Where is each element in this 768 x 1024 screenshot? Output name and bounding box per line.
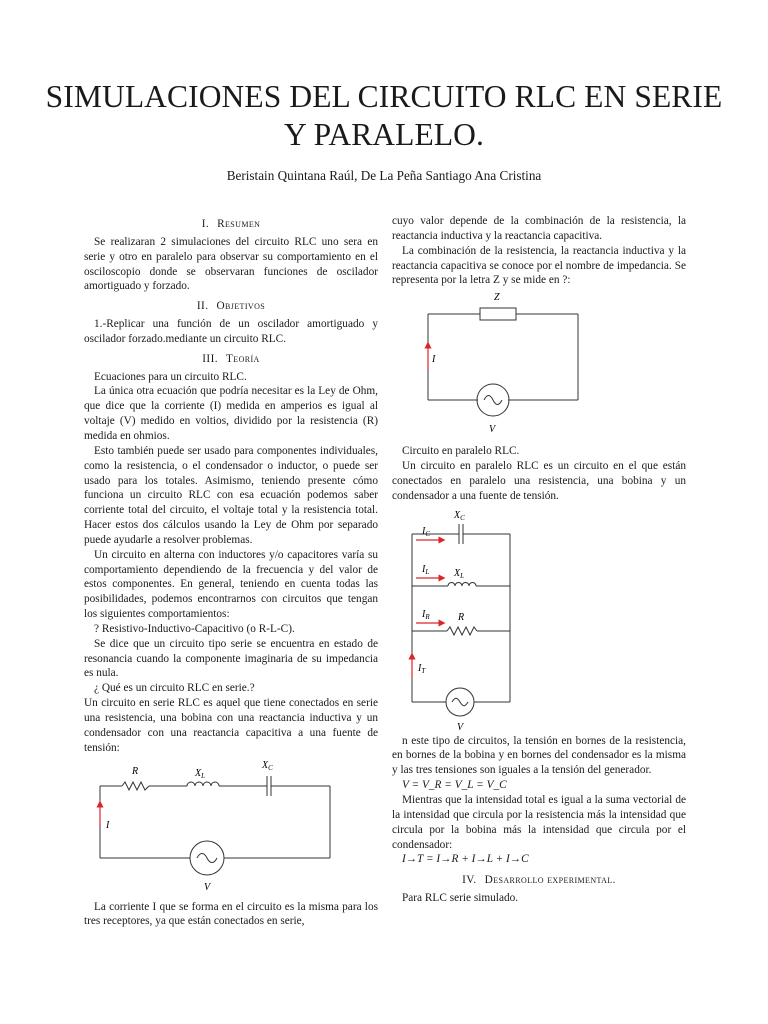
parallel-rlc-circuit-figure (392, 506, 686, 732)
paragraph: Circuito en paralelo RLC. (402, 445, 520, 458)
paper-title: SIMULACIONES DEL CIRCUITO RLC EN SERIE Y PARALELO. (45, 79, 723, 152)
current-label: I (106, 819, 110, 831)
paragraph: cuyo valor depende de la combinación de la resistencia, la reactancia inductiva y la reactancia capacitiva. (392, 215, 686, 242)
resistor-label: R (132, 765, 139, 777)
paragraph: Mientras que la intensidad total es igual a la suma vectorial de la intensidad que circula por la resistencia más la intensidad que circula por la bobina más la intensidad que circula por el condensador: (392, 793, 686, 851)
section-heading-desarrollo: IV. Desarrollo experimental. (462, 874, 616, 887)
paragraph: ? Resistivo-Inductivo-Capacitivo (o R-L-C). (94, 622, 295, 635)
paragraph: n este tipo de circuitos, la tensión en bornes de la resistencia, en bornes de la bobina y en bornes del condensador es la misma y las tres tensiones son iguales a la tensión del generador. (392, 734, 686, 777)
inductor-label: $X_L$ (454, 567, 465, 580)
inductor-current-label: $I_L$ (422, 563, 430, 576)
impedance-label: Z (494, 292, 500, 304)
source-label: V (489, 424, 496, 436)
right-column (392, 214, 686, 906)
authors: Beristain Quintana Raúl, De La Peña Santiago Ana Cristina (226, 168, 542, 183)
paragraph: ¿ Qué es un circuito RLC en serie.? (94, 682, 255, 695)
current-label: I (432, 354, 436, 366)
resistor-label: R (458, 611, 465, 623)
paragraph: 1.-Replicar una función de un oscilador amortiguado y oscilador forzado.mediante un circuito RLC. (84, 318, 378, 345)
paragraph: Un circuito en paralelo RLC es un circuito en el que están conectados en paralelo una resistencia, una bobina y un condensador a una fuente de tensión. (392, 460, 686, 502)
source-label: V (204, 881, 211, 893)
section-heading-teoria: III. Teoría (202, 352, 260, 365)
total-current-label: $I_T$ (418, 662, 426, 675)
paragraph: Esto también puede ser usado para componentes individuales, como la resistencia, o el condensador o inductor, o puede ser usado para los totales. Asimismo, teniendo presente cómo funciona un circuito RLC con esa ecuación podemos saber corriente total del circuito, el voltaje total y la resistencia total. Hacer estos dos cálculos usando la Ley de Ohm por separado puede ayudarle a resolver problemas. (84, 444, 378, 546)
paragraph: Se realizaran 2 simulaciones del circuito RLC uno sera en serie y otro en paralelo para observar su comportamiento en el osciloscopio donde se observaran funciones de oscilador amortiguado y forzado. (84, 235, 378, 293)
impedance-circuit-figure (392, 290, 686, 442)
series-rlc-circuit-figure (84, 758, 378, 898)
capacitor-current-label: $I_C$ (422, 525, 431, 538)
paragraph: Para RLC serie simulado. (402, 892, 519, 905)
section-heading-objetivos: II. Objetivos (196, 300, 266, 313)
capacitor-label: $X_C$ (454, 509, 465, 522)
paragraph: Un circuito en serie RLC es aquel que tiene conectados en serie una resistencia, una bobina con una reactancia inductiva y un condensador con una reactancia capacitiva a una fuente de tensión: (84, 697, 378, 754)
section-heading-resumen: I. Resumen (201, 218, 261, 230)
paragraph: La combinación de la resistencia, la reactancia inductiva y la reactancia capacitiva se conoce por el nombre de impedancia. Se representa por la letra Z y se mide en ?: (392, 244, 686, 287)
equation-voltage: V = V_R = V_L = V_C (402, 779, 507, 792)
capacitor-label: $X_C$ (262, 759, 273, 772)
paragraph: Se dice que un circuito tipo serie se encuentra en estado de resonancia cuando la componente imaginaria de su impedancia es nula. (84, 637, 378, 680)
equation-current: I→T = I→R + I→L + I→C (402, 853, 529, 866)
paragraph: Ecuaciones para un circuito RLC. (94, 370, 247, 383)
paragraph: Un circuito en alterna con inductores y/o capacitores varía su comportamiento dependiendo de la frecuencia y del valor de estos componentes. En general, teniendo en cuenta todas las posibilidades, podemos encontrarnos con circuitos que tengan los siguientes comportamientos: (84, 548, 378, 621)
source-label: V (457, 721, 464, 732)
resistor-current-label: $I_R$ (422, 608, 430, 621)
paragraph: La corriente I que se forma en el circuito es la misma para los tres receptores, ya que están conectados en serie, (84, 900, 378, 928)
inductor-label: $X_L$ (195, 767, 206, 780)
left-column (84, 214, 378, 929)
paragraph: La única otra ecuación que podría necesitar es la Ley de Ohm, que dice que la corriente (I) medida en amperios es igual al voltaje (V) medido en voltios, dividido por la resistencia (R) medida en ohmios. (84, 385, 378, 442)
